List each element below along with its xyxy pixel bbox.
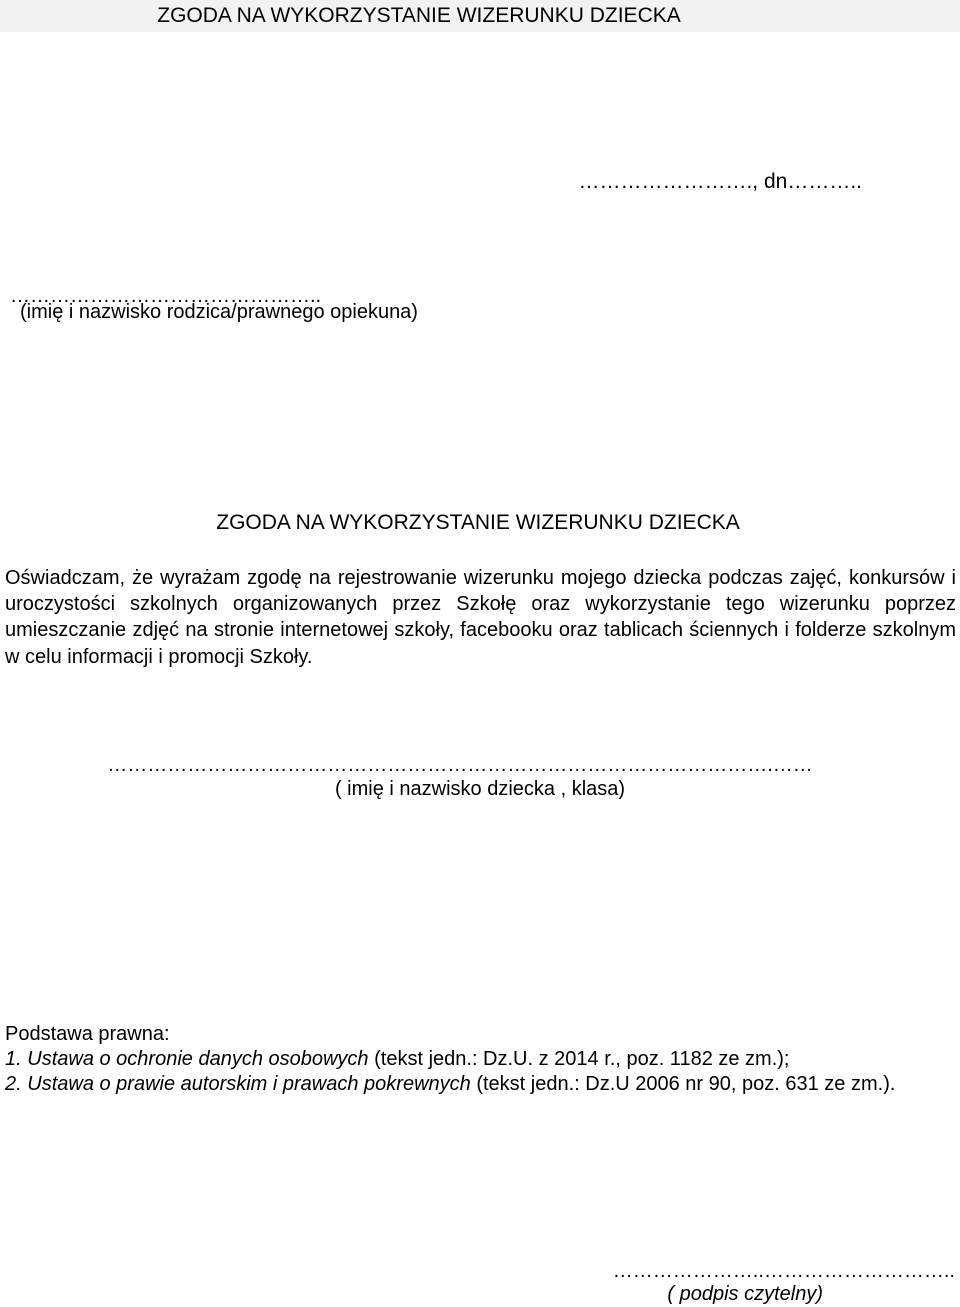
legal-basis-item xyxy=(5,1071,895,1097)
consent-title: ZGODA NA WYKORZYSTANIE WIZERUNKU DZIECKA xyxy=(216,511,740,534)
legal-act-reference: (tekst jedn.: Dz.U. z 2014 r., poz. 1182 ze zm.); xyxy=(368,1048,790,1070)
legal-act-name: Ustawa o ochronie danych osobowych xyxy=(27,1048,369,1070)
legal-basis-item xyxy=(5,1046,789,1072)
place-date-field: ……………………., dn……….. xyxy=(578,170,862,193)
legal-item-number: 2. xyxy=(5,1073,22,1095)
child-name-caption: ( imię i nazwisko dziecka , klasa) xyxy=(334,778,626,800)
signature-caption: ( podpis czytelny) xyxy=(667,1283,823,1305)
legal-item-number: 1. xyxy=(5,1048,22,1070)
legal-act-reference: (tekst jedn.: Dz.U 2006 nr 90, poz. 631 ze zm.). xyxy=(470,1073,896,1095)
child-name-dotted-line: ……………………………………………………………………………………….…… xyxy=(107,754,813,776)
legal-act-name: Ustawa o prawie autorskim i prawach pokrewnych xyxy=(27,1073,471,1095)
signature-dotted-line: …………………..……………………….. xyxy=(612,1260,955,1282)
consent-declaration: Oświadczam, że wyrażam zgodę na rejestrowanie wizerunku mojego dziecka podczas zajęć, konkursów i uroczystości szkolnych organizowanych przez Szkołę oraz wykorzystanie tego wizerunku poprzez umieszczanie zdjęć na stronie internetowej szkoły, facebooku oraz tablicach ściennych i folderze szkolnym w celu informacji i promocji Szkoły. xyxy=(5,567,956,668)
document-header-title: ZGODA NA WYKORZYSTANIE WIZERUNKU DZIECKA xyxy=(157,4,681,27)
parent-name-caption: (imię i nazwisko rodzica/prawnego opiekuna) xyxy=(20,301,418,323)
legal-basis-heading: Podstawa prawna: xyxy=(5,1023,170,1045)
parent-name-dotted-line: ……………………………………….. xyxy=(10,285,322,307)
